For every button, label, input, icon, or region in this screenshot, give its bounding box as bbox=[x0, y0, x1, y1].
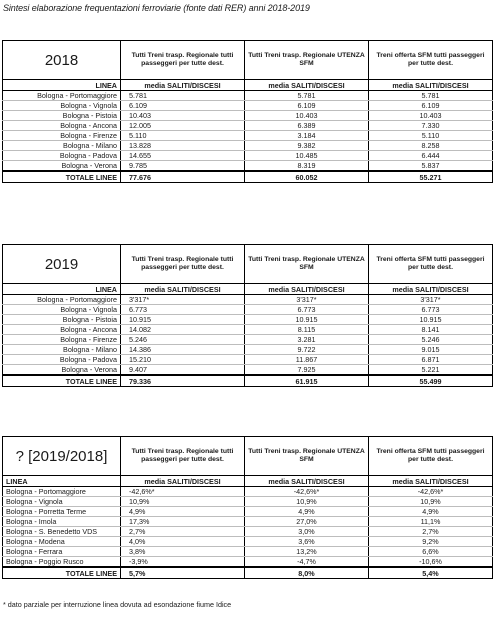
line-name: Bologna - Verona bbox=[3, 365, 121, 376]
cell-value: 9.407 bbox=[121, 365, 245, 376]
table-row bbox=[3, 507, 493, 517]
cell-value: 10,9% bbox=[369, 497, 493, 507]
column-header: Tutti Treni trasp. Regionale UTENZA SFM bbox=[245, 41, 369, 80]
cell-value: 5.837 bbox=[369, 161, 493, 172]
total-value: 61.915 bbox=[245, 375, 369, 387]
cell-value: 9.785 bbox=[121, 161, 245, 172]
cell-value: 13,2% bbox=[245, 547, 369, 557]
cell-value: 3.281 bbox=[245, 335, 369, 345]
line-name: Bologna - Padova bbox=[3, 151, 121, 161]
line-name: Bologna - Padova bbox=[3, 355, 121, 365]
cell-value: 5.110 bbox=[121, 131, 245, 141]
metric-label: media SALITI/DISCESI bbox=[121, 284, 245, 295]
line-label: LINEA bbox=[3, 284, 121, 295]
line-name: Bologna - Vignola bbox=[3, 101, 121, 111]
cell-value: -42,6%* bbox=[369, 487, 493, 497]
cell-value: -10,6% bbox=[369, 557, 493, 568]
line-name: Bologna - Firenze bbox=[3, 131, 121, 141]
cell-value: 4,9% bbox=[121, 507, 245, 517]
metric-label: media SALITI/DISCESI bbox=[121, 80, 245, 91]
cell-value: 9.015 bbox=[369, 345, 493, 355]
cell-value: -42,6%* bbox=[121, 487, 245, 497]
table-row bbox=[3, 121, 493, 131]
line-name: Bologna - Modena bbox=[3, 537, 121, 547]
cell-value: 6,6% bbox=[369, 547, 493, 557]
total-value: 55.499 bbox=[369, 375, 493, 387]
cell-value: 10.915 bbox=[245, 315, 369, 325]
line-name: Bologna - Pistoia bbox=[3, 111, 121, 121]
cell-value: 9.722 bbox=[245, 345, 369, 355]
cell-value: 15.210 bbox=[121, 355, 245, 365]
cell-value: 3'317* bbox=[245, 295, 369, 305]
table-row bbox=[3, 91, 493, 101]
table-row bbox=[3, 101, 493, 111]
table-row bbox=[3, 131, 493, 141]
cell-value: 3,0% bbox=[245, 527, 369, 537]
cell-value: 7.330 bbox=[369, 121, 493, 131]
total-row bbox=[3, 171, 493, 183]
table-heading: 2019 bbox=[3, 245, 121, 284]
line-name: Bologna - Pistoia bbox=[3, 315, 121, 325]
total-value: 79.336 bbox=[121, 375, 245, 387]
cell-value: 10,9% bbox=[121, 497, 245, 507]
line-name: Bologna - Milano bbox=[3, 141, 121, 151]
table-row bbox=[3, 161, 493, 172]
line-name: Bologna - Verona bbox=[3, 161, 121, 172]
column-header: Tutti Treni trasp. Regionale UTENZA SFM bbox=[245, 245, 369, 284]
cell-value: 5.246 bbox=[121, 335, 245, 345]
cell-value: 12.005 bbox=[121, 121, 245, 131]
cell-value: 7.925 bbox=[245, 365, 369, 376]
column-header: Tutti Treni trasp. Regionale tutti passeggeri per tutte dest. bbox=[121, 41, 245, 80]
line-label: LINEA bbox=[3, 80, 121, 91]
cell-value: 5.246 bbox=[369, 335, 493, 345]
cell-value: 6.389 bbox=[245, 121, 369, 131]
cell-value: 8.319 bbox=[245, 161, 369, 172]
line-name: Bologna - Vignola bbox=[3, 305, 121, 315]
total-value: 5,7% bbox=[121, 567, 245, 579]
table-row bbox=[3, 345, 493, 355]
cell-value: 4,9% bbox=[369, 507, 493, 517]
line-name: Bologna - Milano bbox=[3, 345, 121, 355]
cell-value: 3'317* bbox=[121, 295, 245, 305]
total-label: TOTALE LINEE bbox=[3, 375, 121, 387]
total-value: 55.271 bbox=[369, 171, 493, 183]
table-row bbox=[3, 537, 493, 547]
table-row bbox=[3, 111, 493, 121]
cell-value: 10.403 bbox=[245, 111, 369, 121]
cell-value: 6.109 bbox=[121, 101, 245, 111]
table-row bbox=[3, 355, 493, 365]
total-row bbox=[3, 375, 493, 387]
table-row bbox=[3, 487, 493, 497]
line-name: Bologna - Ancona bbox=[3, 121, 121, 131]
cell-value: 5.781 bbox=[245, 91, 369, 101]
column-header: Treni offerta SFM tutti passeggeri per tutte dest. bbox=[369, 41, 493, 80]
column-header: Tutti Treni trasp. Regionale UTENZA SFM bbox=[245, 437, 369, 476]
table-row bbox=[3, 497, 493, 507]
table-2019 bbox=[2, 244, 492, 387]
cell-value: 13.828 bbox=[121, 141, 245, 151]
cell-value: 10.915 bbox=[369, 315, 493, 325]
table-row bbox=[3, 517, 493, 527]
cell-value: 6.109 bbox=[245, 101, 369, 111]
line-name: Bologna - Imola bbox=[3, 517, 121, 527]
column-header: Treni offerta SFM tutti passeggeri per tutte dest. bbox=[369, 245, 493, 284]
line-name: Bologna - Firenze bbox=[3, 335, 121, 345]
document-title: Sintesi elaborazione frequentazioni ferroviarie (fonte dati RER) anni 2018-2019 bbox=[3, 3, 310, 13]
cell-value: 4,0% bbox=[121, 537, 245, 547]
table-heading: 2018 bbox=[3, 41, 121, 80]
table-row bbox=[3, 295, 493, 305]
metric-label: media SALITI/DISCESI bbox=[369, 284, 493, 295]
cell-value: 14.655 bbox=[121, 151, 245, 161]
column-header: Treni offerta SFM tutti passeggeri per tutte dest. bbox=[369, 437, 493, 476]
cell-value: 5.110 bbox=[369, 131, 493, 141]
cell-value: 3.184 bbox=[245, 131, 369, 141]
cell-value: -4,7% bbox=[245, 557, 369, 568]
cell-value: 3,6% bbox=[245, 537, 369, 547]
line-name: Bologna - Ferrara bbox=[3, 547, 121, 557]
total-value: 77.676 bbox=[121, 171, 245, 183]
cell-value: 6.773 bbox=[121, 305, 245, 315]
table-row bbox=[3, 315, 493, 325]
metric-label: media SALITI/DISCESI bbox=[369, 80, 493, 91]
total-value: 60.052 bbox=[245, 171, 369, 183]
cell-value: 6.444 bbox=[369, 151, 493, 161]
footnote: * dato parziale per interruzione linea dovuta ad esondazione fiume Idice bbox=[3, 600, 232, 609]
metric-label: media SALITI/DISCESI bbox=[121, 476, 245, 487]
table-heading: ? [2019/2018] bbox=[3, 437, 121, 476]
table-row bbox=[3, 365, 493, 376]
column-header: Tutti Treni trasp. Regionale tutti passeggeri per tutte dest. bbox=[121, 437, 245, 476]
table-row bbox=[3, 151, 493, 161]
cell-value: 6.871 bbox=[369, 355, 493, 365]
cell-value: 5.781 bbox=[121, 91, 245, 101]
cell-value: 8.141 bbox=[369, 325, 493, 335]
cell-value: 5.781 bbox=[369, 91, 493, 101]
cell-value: 2,7% bbox=[121, 527, 245, 537]
cell-value: 27,0% bbox=[245, 517, 369, 527]
table-row bbox=[3, 141, 493, 151]
table-row bbox=[3, 305, 493, 315]
cell-value: 9,2% bbox=[369, 537, 493, 547]
total-value: 5,4% bbox=[369, 567, 493, 579]
table-row bbox=[3, 527, 493, 537]
cell-value: 10.403 bbox=[369, 111, 493, 121]
cell-value: -3,9% bbox=[121, 557, 245, 568]
table-row bbox=[3, 557, 493, 568]
total-value: 8,0% bbox=[245, 567, 369, 579]
cell-value: 8.258 bbox=[369, 141, 493, 151]
line-name: Bologna - Portomaggiore bbox=[3, 487, 121, 497]
metric-label: media SALITI/DISCESI bbox=[245, 284, 369, 295]
table-delta bbox=[2, 436, 492, 579]
cell-value: 6.773 bbox=[369, 305, 493, 315]
cell-value: 4,9% bbox=[245, 507, 369, 517]
cell-value: 3,8% bbox=[121, 547, 245, 557]
cell-value: 11,1% bbox=[369, 517, 493, 527]
metric-label: media SALITI/DISCESI bbox=[369, 476, 493, 487]
line-name: Bologna - Vignola bbox=[3, 497, 121, 507]
cell-value: 2,7% bbox=[369, 527, 493, 537]
line-name: Bologna - S. Benedetto VDS bbox=[3, 527, 121, 537]
total-row bbox=[3, 567, 493, 579]
cell-value: 3'317* bbox=[369, 295, 493, 305]
cell-value: 14.082 bbox=[121, 325, 245, 335]
cell-value: -42,6%* bbox=[245, 487, 369, 497]
metric-label: media SALITI/DISCESI bbox=[245, 476, 369, 487]
cell-value: 14.386 bbox=[121, 345, 245, 355]
cell-value: 5.221 bbox=[369, 365, 493, 376]
cell-value: 9.382 bbox=[245, 141, 369, 151]
column-header: Tutti Treni trasp. Regionale tutti passeggeri per tutte dest. bbox=[121, 245, 245, 284]
line-name: Bologna - Ancona bbox=[3, 325, 121, 335]
cell-value: 10.915 bbox=[121, 315, 245, 325]
cell-value: 10.485 bbox=[245, 151, 369, 161]
cell-value: 10,9% bbox=[245, 497, 369, 507]
cell-value: 6.773 bbox=[245, 305, 369, 315]
line-label: LINEA bbox=[3, 476, 121, 487]
cell-value: 11.867 bbox=[245, 355, 369, 365]
line-name: Bologna - Portomaggiore bbox=[3, 295, 121, 305]
metric-label: media SALITI/DISCESI bbox=[245, 80, 369, 91]
cell-value: 10.403 bbox=[121, 111, 245, 121]
line-name: Bologna - Portomaggiore bbox=[3, 91, 121, 101]
line-name: Bologna - Porretta Terme bbox=[3, 507, 121, 517]
total-label: TOTALE LINEE bbox=[3, 171, 121, 183]
table-2018 bbox=[2, 40, 492, 183]
total-label: TOTALE LINEE bbox=[3, 567, 121, 579]
table-row bbox=[3, 547, 493, 557]
line-name: Bologna - Poggio Rusco bbox=[3, 557, 121, 568]
cell-value: 17,3% bbox=[121, 517, 245, 527]
cell-value: 6.109 bbox=[369, 101, 493, 111]
table-row bbox=[3, 325, 493, 335]
table-row bbox=[3, 335, 493, 345]
cell-value: 8.115 bbox=[245, 325, 369, 335]
